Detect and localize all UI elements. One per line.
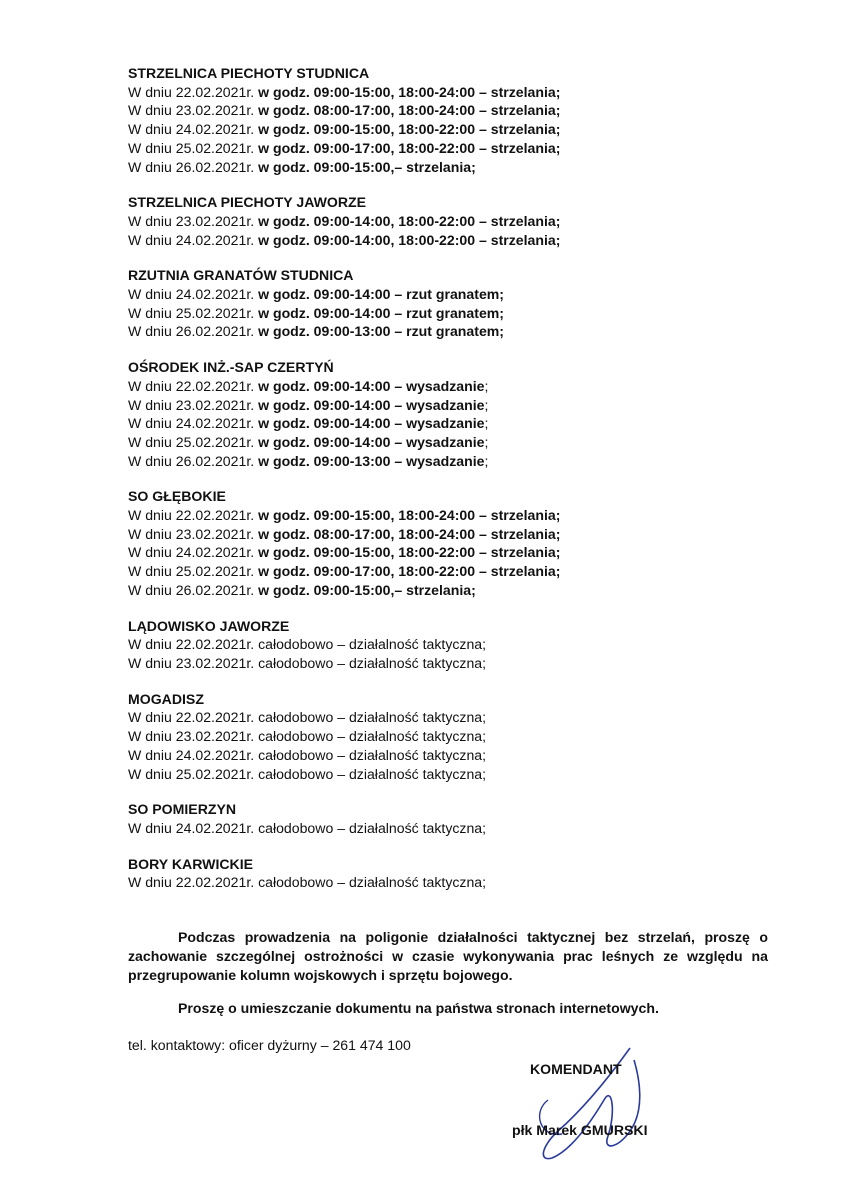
section-heading: MOGADISZ [128, 690, 204, 707]
line-date: W dniu 25.02.2021r. [128, 139, 259, 156]
schedule-line [128, 101, 768, 120]
schedule-line [128, 231, 768, 250]
schedule-line [128, 285, 768, 304]
line-date: W dniu 22.02.2021r. całodobowo – działalność taktyczna; [128, 874, 487, 891]
notice-paragraph: Podczas prowadzenia na poligonie działalności taktycznej bez strzelań, proszę o zachowanie szczególnej ostrożności w czasie wykonywania prac leśnych ze względu na przegrupowanie kolumn wojskowych i sprzętu bojowego. [128, 929, 768, 984]
schedule-section [128, 487, 768, 599]
schedule-section [128, 64, 768, 176]
line-date: W dniu 25.02.2021r. [128, 563, 259, 580]
line-hours: w godz. 09:00-14:00, 18:00-22:00 – strzelania; [258, 231, 561, 248]
line-date: W dniu 24.02.2021r. całodobowo – działalność taktyczna; [128, 819, 487, 836]
schedule-line [128, 139, 768, 158]
line-date: W dniu 23.02.2021r. całodobowo – działalność taktyczna; [128, 728, 487, 745]
schedule-line [128, 562, 768, 581]
line-date: W dniu 26.02.2021r. [128, 581, 259, 598]
schedule-line [128, 304, 768, 323]
line-hours: w godz. 09:00-17:00, 18:00-22:00 – strzelania; [258, 139, 561, 156]
schedule-section [128, 855, 768, 892]
line-hours: w godz. 09:00-15:00,– strzelania; [258, 581, 476, 598]
line-hours: w godz. 09:00-15:00, 18:00-22:00 – strzelania; [258, 544, 561, 561]
schedule-line [128, 873, 768, 892]
line-hours: w godz. 09:00-15:00,– strzelania; [258, 158, 476, 175]
line-date: W dniu 24.02.2021r. [128, 415, 259, 432]
section-heading: LĄDOWISKO JAWORZE [128, 617, 290, 634]
line-hours: w godz. 09:00-13:00 – rzut granatem; [258, 323, 505, 340]
signature-title: KOMENDANT [530, 1061, 622, 1077]
line-hours: w godz. 09:00-14:00 – wysadzanie [258, 433, 485, 450]
schedule-line [128, 322, 768, 341]
line-date: W dniu 24.02.2021r. [128, 121, 259, 138]
line-date: W dniu 26.02.2021r. [128, 323, 259, 340]
schedule-line [128, 377, 768, 396]
schedule-section [128, 193, 768, 249]
schedule-line [128, 414, 768, 433]
contact-phone: tel. kontaktowy: oficer dyżurny – 261 474 100 [128, 1036, 411, 1053]
line-suffix: ; [484, 452, 489, 469]
line-hours: w godz. 09:00-17:00, 18:00-22:00 – strzelania; [258, 563, 561, 580]
schedule-section [128, 800, 768, 837]
line-hours: w godz. 09:00-15:00, 18:00-24:00 – strzelania; [258, 83, 561, 100]
line-date: W dniu 25.02.2021r. [128, 304, 259, 321]
line-suffix: ; [484, 396, 489, 413]
line-suffix: ; [484, 377, 489, 394]
section-heading: BORY KARWICKIE [128, 855, 254, 872]
line-hours: w godz. 09:00-14:00 – wysadzanie [258, 396, 485, 413]
schedule-line [128, 727, 768, 746]
signature-name: płk Marek GMURSKI [512, 1122, 648, 1138]
line-hours: w godz. 09:00-15:00, 18:00-22:00 – strzelania; [258, 121, 561, 138]
schedule-line [128, 708, 768, 727]
publication-request: Proszę o umieszczanie dokumentu na państwa stronach internetowych. [178, 1000, 659, 1017]
line-date: W dniu 24.02.2021r. całodobowo – działalność taktyczna; [128, 746, 487, 763]
line-date: W dniu 23.02.2021r. [128, 212, 259, 229]
line-date: W dniu 24.02.2021r. [128, 286, 259, 303]
line-hours: w godz. 09:00-15:00, 18:00-24:00 – strzelania; [258, 507, 561, 524]
line-date: W dniu 26.02.2021r. [128, 452, 259, 469]
schedule-section [128, 617, 768, 673]
line-date: W dniu 22.02.2021r. [128, 377, 259, 394]
schedule-line [128, 452, 768, 471]
line-date: W dniu 23.02.2021r. [128, 525, 259, 542]
line-date: W dniu 25.02.2021r. [128, 433, 259, 450]
schedule-line [128, 212, 768, 231]
line-suffix: ; [484, 433, 489, 450]
section-heading: STRZELNICA PIECHOTY JAWORZE [128, 194, 367, 211]
line-date: W dniu 26.02.2021r. [128, 158, 259, 175]
schedule-line [128, 581, 768, 600]
schedule-line [128, 654, 768, 673]
handwritten-signature [512, 1040, 712, 1170]
line-date: W dniu 23.02.2021r. [128, 102, 259, 119]
section-heading: OŚRODEK INŻ.-SAP CZERTYŃ [128, 359, 334, 376]
schedule-line [128, 158, 768, 177]
schedule-line [128, 543, 768, 562]
line-date: W dniu 22.02.2021r. całodobowo – działalność taktyczna; [128, 709, 487, 726]
schedule-line [128, 635, 768, 654]
line-hours: w godz. 08:00-17:00, 18:00-24:00 – strzelania; [258, 102, 561, 119]
section-heading: RZUTNIA GRANATÓW STUDNICA [128, 267, 354, 284]
line-hours: w godz. 09:00-14:00 – rzut granatem; [258, 286, 505, 303]
schedule-line [128, 506, 768, 525]
line-hours: w godz. 09:00-13:00 – wysadzanie [258, 452, 485, 469]
section-heading: STRZELNICA PIECHOTY STUDNICA [128, 65, 370, 81]
line-date: W dniu 22.02.2021r. [128, 83, 259, 100]
line-date: W dniu 25.02.2021r. całodobowo – działalność taktyczna; [128, 765, 487, 782]
schedule-line [128, 746, 768, 765]
line-date: W dniu 24.02.2021r. [128, 231, 259, 248]
line-hours: w godz. 09:00-14:00 – rzut granatem; [258, 304, 505, 321]
line-suffix: ; [484, 415, 489, 432]
section-heading: SO GŁĘBOKIE [128, 488, 226, 505]
schedule-line [128, 525, 768, 544]
schedule-line [128, 83, 768, 102]
section-heading: SO POMIERZYN [128, 801, 237, 818]
schedule-line [128, 433, 768, 452]
document-body [128, 64, 768, 1054]
schedule-line [128, 396, 768, 415]
line-hours: w godz. 08:00-17:00, 18:00-24:00 – strzelania; [258, 525, 561, 542]
line-hours: w godz. 09:00-14:00, 18:00-22:00 – strzelania; [258, 212, 561, 229]
line-date: W dniu 22.02.2021r. całodobowo – działalność taktyczna; [128, 636, 487, 653]
line-hours: w godz. 09:00-14:00 – wysadzanie [258, 415, 485, 432]
line-date: W dniu 23.02.2021r. [128, 396, 259, 413]
schedule-line [128, 765, 768, 784]
schedule-line [128, 819, 768, 838]
schedule-section [128, 690, 768, 784]
line-date: W dniu 24.02.2021r. [128, 544, 259, 561]
schedule-line [128, 120, 768, 139]
line-hours: w godz. 09:00-14:00 – wysadzanie [258, 377, 485, 394]
schedule-section [128, 358, 768, 470]
schedule-sections [128, 64, 768, 892]
line-date: W dniu 23.02.2021r. całodobowo – działalność taktyczna; [128, 654, 487, 671]
line-date: W dniu 22.02.2021r. [128, 507, 259, 524]
schedule-section [128, 266, 768, 341]
